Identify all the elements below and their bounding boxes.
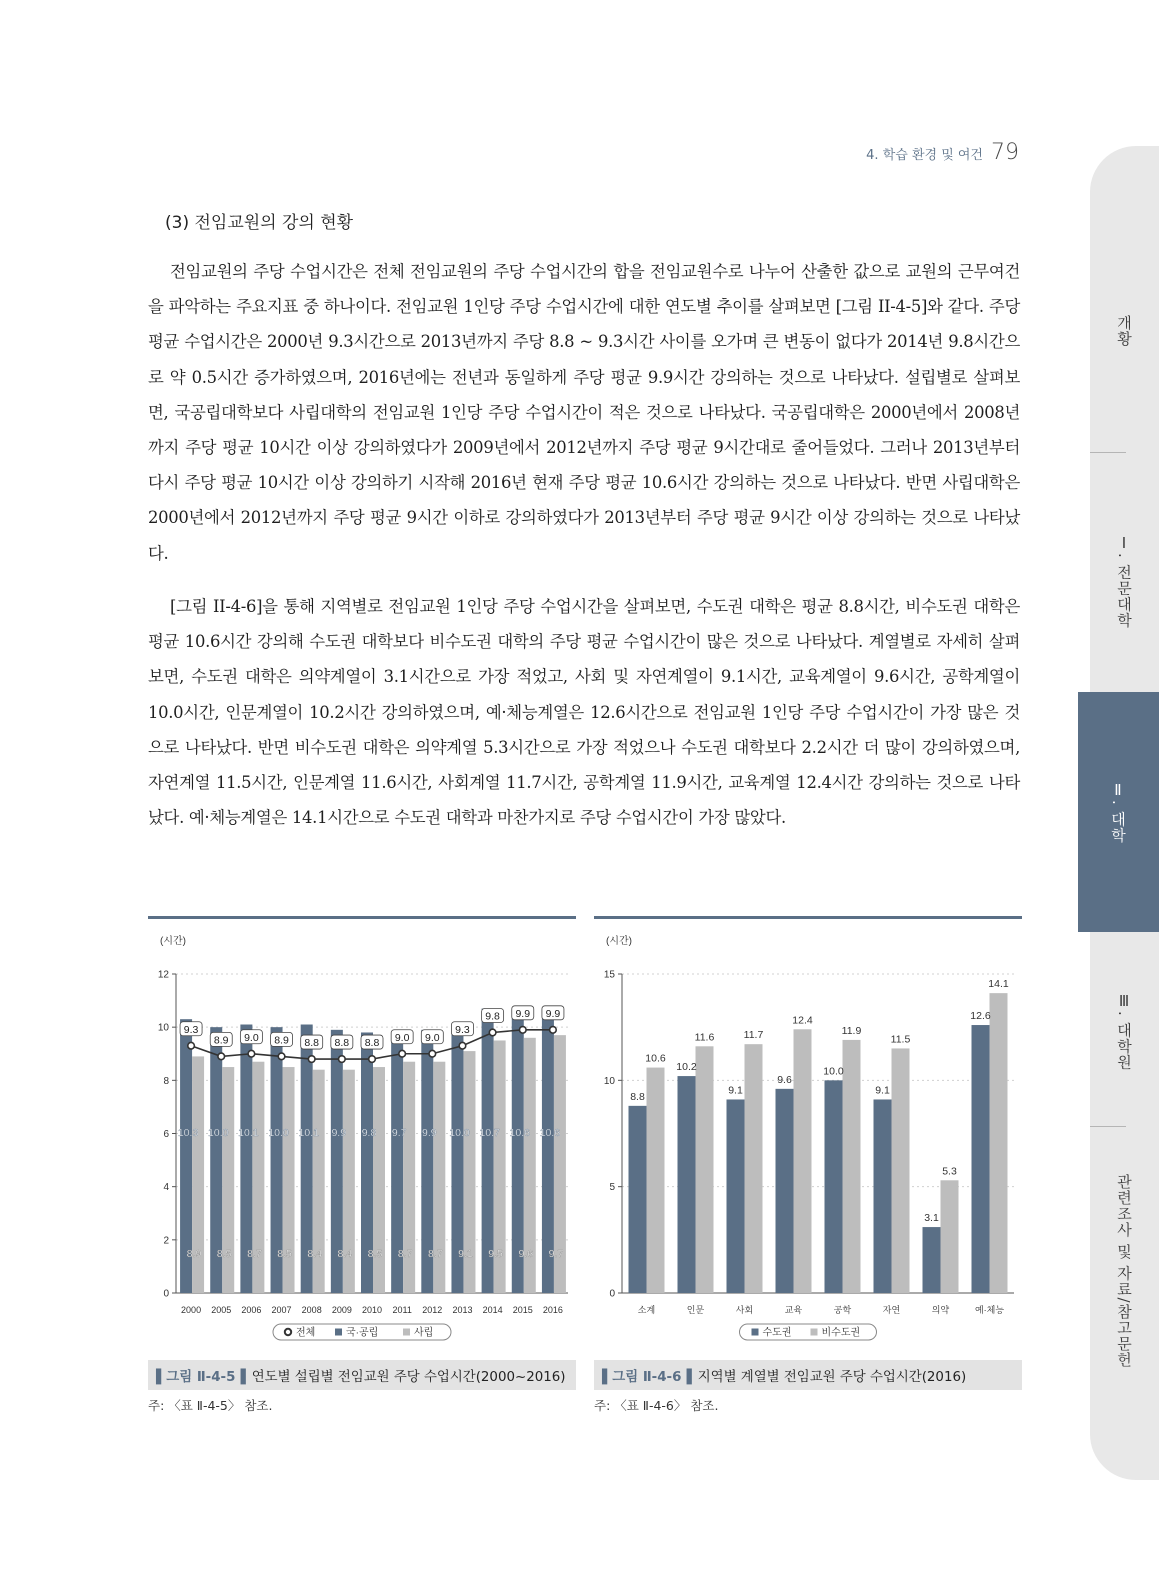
y-tick-label: 4 <box>163 1182 169 1194</box>
body-paragraph: 전임교원의 주당 수업시간은 전체 전임교원의 주당 수업시간의 합을 전임교원수로 나누어 산출한 값으로 교원의 근무여건을 파악하는 주요지표 중 하나이다. 전임교원 1인당 주당 수업시간에 대한 연도별 추이를 살펴보면 [그림 II-4-5]와 같다. 주당 평균 수업시간은 2000년 9.3시간으로 2013년까지 주당 8.8 ~ 9.3시간 사이를 오가며 큰 변동이 없다가 2014년 9.8시간으로 약 0.5시간 증가하였으며, 2016년에는 전년과 동일하게 주당 평균 9.9시간 강의하는 것으로 나타났다. 설립별로 살펴보면, 국공립대학보다 사립대학의 전임교원 1인당 주당 수업시간이 적은 것으로 나타났다. 국공립대학은 2000년에서 2008년까지 주당 평균 10시간 이상 강의하였다가 2009년에서 2012년까지 주당 평균 9시간대로 줄어들었다. 그러나 2013년부터 다시 주당 평균 10시간 이상 강의하기 시작해 2016년 현재 주당 평균 10.6시간 강의하는 것으로 나타났다. 반면 사립대학은 2000년에서 2012년까지 주당 평균 9시간 이하로 강의하였다가 2013년부터 주당 평균 9시간 이상 강의하는 것으로 나타났다. <box>148 262 1020 563</box>
data-label-noncapital: 12.4 <box>792 1014 813 1027</box>
data-label-total: 9.0 <box>244 1031 259 1044</box>
x-tick-label: 2011 <box>392 1305 412 1315</box>
data-label-public: 10.6 <box>509 1127 530 1140</box>
data-label-private: 8.4 <box>337 1248 353 1261</box>
legend-swatch <box>752 1329 759 1336</box>
x-tick-label: 2005 <box>211 1305 232 1315</box>
data-label-total: 8.8 <box>364 1037 380 1050</box>
data-label-private: 8.5 <box>367 1248 383 1261</box>
data-label-public: 9.9 <box>331 1127 347 1140</box>
y-tick-label: 10 <box>603 1075 615 1087</box>
point-total <box>489 1029 496 1036</box>
x-tick-label: 2007 <box>271 1305 292 1315</box>
bar-capital <box>874 1099 892 1293</box>
x-tick-label: 2009 <box>331 1305 352 1315</box>
data-label-private: 8.7 <box>247 1248 262 1261</box>
tab-references[interactable]: 관련조사 및 자료/참고문헌 <box>1115 1174 1133 1368</box>
running-header <box>866 140 1019 165</box>
bar-capital <box>923 1227 941 1293</box>
tab-divider <box>1090 1126 1126 1127</box>
data-label-total: 9.3 <box>183 1023 199 1036</box>
x-tick-label: 예·체능 <box>974 1305 1005 1315</box>
y-axis-label: (시간) <box>606 936 632 947</box>
section-title: (3) 전임교원의 강의 현황 <box>165 213 354 233</box>
data-label-private: 8.9 <box>186 1248 202 1261</box>
data-label-public: 9.7 <box>391 1127 407 1140</box>
data-label-public: 10.1 <box>298 1127 319 1140</box>
data-label-total: 9.0 <box>425 1031 440 1044</box>
figure-note: 주: 〈표 Ⅱ-4-6〉 참조. <box>594 1398 719 1413</box>
point-total <box>550 1027 557 1034</box>
x-tick-label: 2013 <box>452 1305 473 1315</box>
chart-regional-teaching-hours <box>594 924 1022 1354</box>
legend-label: 수도권 <box>762 1327 792 1339</box>
y-tick-label: 10 <box>157 1022 169 1034</box>
bar-noncapital <box>745 1044 763 1293</box>
tab-divider <box>1090 452 1126 453</box>
running-header-section: 4. 학습 환경 및 여건 <box>866 148 983 163</box>
legend-swatch <box>335 1329 342 1336</box>
data-label-public: 9.9 <box>422 1127 437 1140</box>
y-axis-label: (시간) <box>160 936 186 947</box>
x-tick-label: 자연 <box>882 1305 901 1315</box>
bar-noncapital <box>892 1048 910 1293</box>
point-total <box>308 1056 315 1063</box>
data-label-capital: 10.0 <box>823 1065 844 1078</box>
data-label-private: 8.5 <box>216 1248 232 1261</box>
point-total <box>218 1053 225 1060</box>
point-total <box>188 1042 195 1049</box>
data-label-private: 9.7 <box>548 1248 564 1261</box>
data-label-total: 9.9 <box>545 1007 561 1020</box>
data-label-capital: 9.6 <box>777 1073 792 1086</box>
data-label-noncapital: 11.6 <box>694 1031 715 1044</box>
data-label-capital: 12.6 <box>970 1010 991 1023</box>
data-label-total: 9.8 <box>485 1010 500 1023</box>
figure-caption <box>594 1360 1022 1390</box>
bar-capital <box>678 1076 696 1293</box>
bar-noncapital <box>647 1068 665 1293</box>
bar-noncapital <box>794 1029 812 1293</box>
data-label-capital: 9.1 <box>875 1084 890 1097</box>
figure-caption <box>148 1360 576 1390</box>
data-label-public: 10.0 <box>268 1127 289 1140</box>
x-tick-label: 2010 <box>361 1305 383 1315</box>
legend-swatch <box>811 1329 818 1336</box>
data-label-total: 8.9 <box>274 1034 289 1047</box>
y-tick-label: 15 <box>603 969 615 981</box>
bar-capital <box>776 1089 794 1293</box>
chapter-tabs <box>1090 146 1159 1480</box>
x-tick-label: 공학 <box>833 1305 852 1315</box>
legend-swatch <box>403 1329 410 1336</box>
y-tick-label: 0 <box>609 1288 615 1300</box>
legend-label: 전체 <box>296 1327 316 1339</box>
data-label-public: 10.0 <box>449 1127 470 1140</box>
tab-overview[interactable]: 개황 <box>1115 315 1133 347</box>
x-tick-label: 의약 <box>931 1305 950 1315</box>
figure-number: ▌그림 Ⅱ-4-5▐ <box>156 1369 246 1385</box>
data-label-private: 9.6 <box>518 1248 534 1261</box>
data-label-noncapital: 11.7 <box>743 1029 764 1042</box>
data-label-total: 8.8 <box>334 1037 350 1050</box>
figure-rule <box>148 916 576 919</box>
data-label-noncapital: 14.1 <box>988 978 1009 991</box>
data-label-public: 10.7 <box>479 1127 500 1140</box>
data-label-private: 8.5 <box>277 1248 292 1261</box>
legend-label: 사립 <box>414 1327 434 1339</box>
data-label-capital: 3.1 <box>924 1212 939 1225</box>
bar-noncapital <box>941 1180 959 1293</box>
y-tick-label: 8 <box>163 1075 169 1087</box>
bar-capital <box>629 1106 647 1293</box>
x-tick-label: 2014 <box>482 1305 503 1315</box>
bar-capital <box>727 1099 745 1293</box>
point-total <box>278 1053 285 1060</box>
point-total <box>459 1042 466 1049</box>
legend-label: 국·공립 <box>346 1327 379 1339</box>
point-total <box>399 1050 406 1057</box>
point-total <box>519 1027 526 1034</box>
data-label-capital: 8.8 <box>630 1090 645 1103</box>
figure-title: 연도별 설립별 전임교원 주당 수업시간(2000~2016) <box>251 1369 566 1385</box>
body-paragraph: [그림 II-4-6]을 통해 지역별로 전임교원 1인당 주당 수업시간을 살펴보면, 수도권 대학은 평균 8.8시간, 비수도권 대학은 평균 10.6시간 강의해 수도권 대학보다 비수도권 대학의 주당 평균 수업시간이 많은 것으로 나타났다. 계열별로 자세히 살펴보면, 수도권 대학은 의약계열이 3.1시간으로 가장 적었고, 사회 및 자연계열이 9.1시간, 교육계열이 9.6시간, 공학계열이 10.0시간, 인문계열이 10.2시간 강의하였으며, 예·체능계열은 12.6시간으로 전임교원 1인당 주당 수업시간이 가장 많은 것으로 나타났다. 반면 비수도권 대학은 의약계열 5.3시간으로 가장 적었으나 수도권 대학보다 2.2시간 더 많이 강의하였으며, 자연계열 11.5시간, 인문계열 11.6시간, 사회계열 11.7시간, 공학계열 11.9시간, 교육계열 12.4시간 강의하는 것으로 나타났다. 예·체능계열은 14.1시간으로 수도권 대학과 마찬가지로 주당 수업시간이 가장 많았다. <box>148 597 1020 828</box>
x-tick-label: 인문 <box>686 1305 705 1315</box>
data-label-public: 10.3 <box>177 1127 199 1140</box>
figure-title: 지역별 계열별 전임교원 주당 수업시간(2016) <box>697 1369 967 1385</box>
data-label-public: 10.6 <box>539 1127 561 1140</box>
y-tick-label: 12 <box>157 969 169 981</box>
y-tick-label: 0 <box>163 1288 169 1300</box>
data-label-private: 9.1 <box>458 1248 473 1261</box>
data-label-public: 9.8 <box>361 1127 377 1140</box>
data-label-private: 8.7 <box>397 1248 413 1261</box>
data-label-total: 8.9 <box>213 1034 229 1047</box>
legend-label: 비수도권 <box>821 1327 861 1339</box>
data-label-capital: 10.2 <box>676 1061 697 1074</box>
tab-graduate-school[interactable]: Ⅲ. 대학원 <box>1115 991 1133 1071</box>
x-tick-label: 2012 <box>422 1305 443 1315</box>
bar-noncapital <box>990 993 1008 1293</box>
figure-regional <box>594 916 1022 1413</box>
x-tick-label: 2006 <box>241 1305 262 1315</box>
legend-marker <box>285 1329 291 1335</box>
data-label-noncapital: 11.9 <box>841 1024 862 1037</box>
x-tick-label: 2000 <box>181 1305 202 1315</box>
point-total <box>429 1050 436 1057</box>
data-label-private: 8.4 <box>307 1248 322 1261</box>
data-label-capital: 9.1 <box>728 1084 743 1097</box>
data-label-public: 10.0 <box>208 1127 229 1140</box>
chart-yearly-teaching-hours <box>148 924 576 1354</box>
figure-rule <box>594 916 1022 919</box>
data-label-noncapital: 10.6 <box>645 1052 666 1065</box>
y-tick-label: 5 <box>609 1182 615 1194</box>
point-total <box>339 1056 346 1063</box>
page-number: 79 <box>991 140 1019 165</box>
data-label-noncapital: 11.5 <box>890 1033 911 1046</box>
figure-number: ▌그림 Ⅱ-4-6▐ <box>602 1369 692 1385</box>
tab-junior-college[interactable]: Ⅰ. 전문대학 <box>1115 533 1133 629</box>
x-tick-label: 2015 <box>512 1305 533 1315</box>
x-tick-label: 사회 <box>735 1305 754 1315</box>
bar-capital <box>825 1080 843 1293</box>
data-label-total: 9.0 <box>394 1031 410 1044</box>
data-label-noncapital: 5.3 <box>942 1165 957 1178</box>
data-label-total: 9.3 <box>455 1023 470 1036</box>
figure-note: 주: 〈표 Ⅱ-4-5〉 참조. <box>148 1398 273 1413</box>
figure-yearly <box>148 916 576 1413</box>
x-tick-label: 교육 <box>784 1305 803 1315</box>
data-label-private: 9.5 <box>488 1248 503 1261</box>
data-label-public: 10.1 <box>238 1127 259 1140</box>
data-label-total: 9.9 <box>515 1007 531 1020</box>
data-label-total: 8.8 <box>304 1037 319 1050</box>
y-tick-label: 2 <box>163 1235 169 1247</box>
data-label-private: 8.7 <box>428 1248 443 1261</box>
tab-university[interactable]: Ⅱ. 대학 <box>1078 692 1159 932</box>
x-tick-label: 2016 <box>542 1305 563 1315</box>
y-tick-label: 6 <box>163 1129 169 1140</box>
point-total <box>248 1050 255 1057</box>
x-tick-label: 소계 <box>637 1305 656 1315</box>
bar-capital <box>972 1025 990 1293</box>
point-total <box>369 1056 376 1063</box>
bar-noncapital <box>843 1040 861 1293</box>
x-tick-label: 2008 <box>301 1305 322 1315</box>
bar-noncapital <box>696 1046 714 1293</box>
